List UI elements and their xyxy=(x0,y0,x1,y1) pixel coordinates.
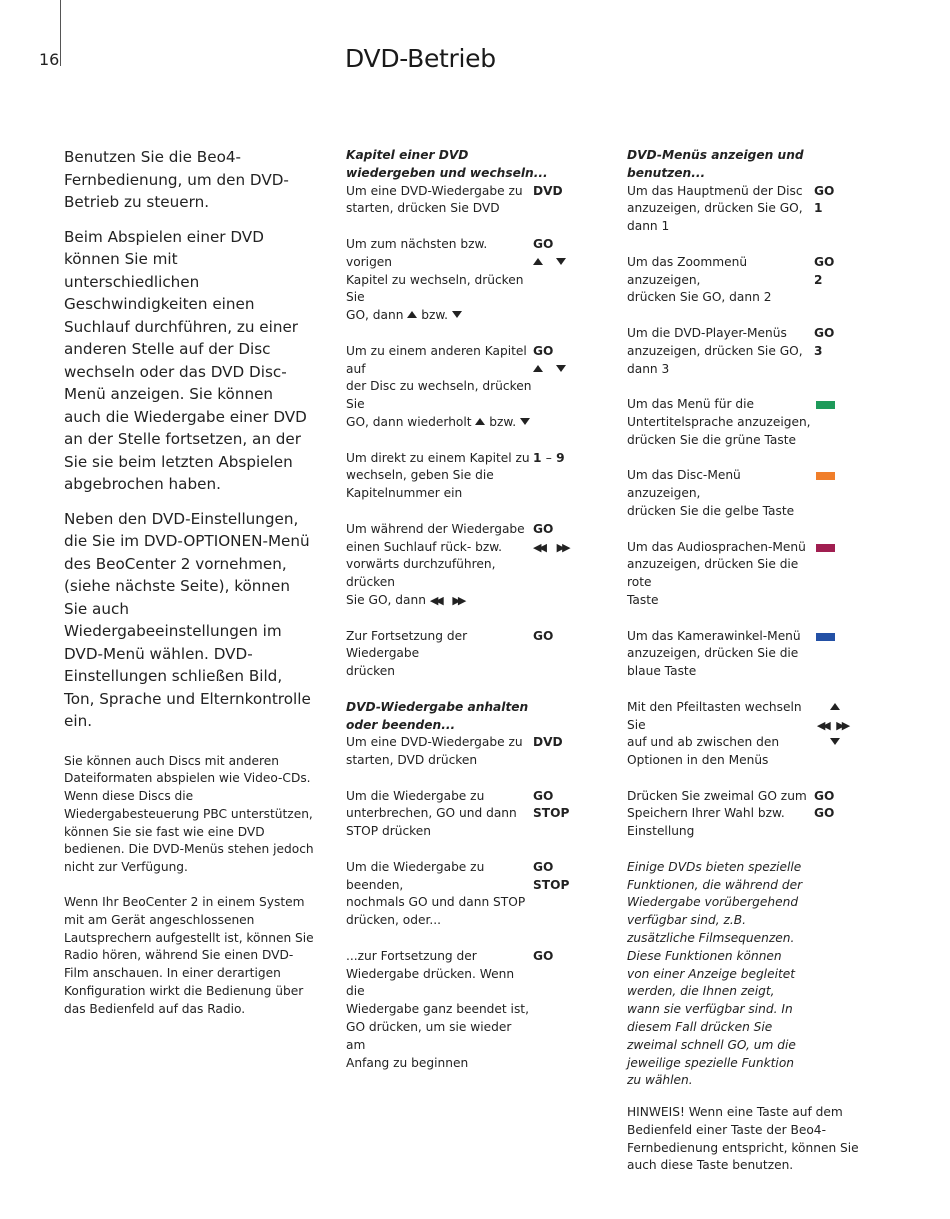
intro-paragraph: Neben den DVD-Einstellungen, die Sie im DVD-OPTIONEN-Menü des BeoCenter 2 vornehmen, (siehe nächste Seite), können Sie auch Wiedergabeeinstellungen im DVD-Menü wählen. DVD-Einstellungen schließen Bild, Ton, Sprache und Elternkontrolle ein. xyxy=(64,509,311,730)
go-key: GO xyxy=(814,788,835,803)
number-key: 1 xyxy=(814,201,823,216)
instruction-line: dann 3 xyxy=(627,361,670,376)
instruction-line: drücken xyxy=(346,664,396,679)
instruction-line: Um zu einem anderen Kapitel auf xyxy=(346,343,527,376)
instruction-line: Kapitelnummer ein xyxy=(346,486,463,501)
instruction-row xyxy=(346,788,586,841)
instruction-line: drücken, oder... xyxy=(346,913,441,928)
rewind-icon: ◀◀ xyxy=(533,540,544,554)
fast-forward-icon: ▶▶ xyxy=(452,593,464,607)
instruction-line: auf und ab zwischen den xyxy=(627,735,780,750)
go-key: GO xyxy=(533,859,554,874)
instruction-line: Um das Menü für die xyxy=(627,397,754,412)
go-key: GO xyxy=(533,628,554,643)
intro-column xyxy=(64,146,314,1036)
number-key: 3 xyxy=(814,343,823,358)
instruction-row xyxy=(627,628,867,681)
page-number: 16 xyxy=(39,50,60,69)
heading-line: Kapitel einer DVD xyxy=(346,148,469,162)
dvd-key: DVD xyxy=(533,735,563,750)
instruction-line: Drücken Sie zweimal GO zum xyxy=(627,788,807,803)
instruction-line: Um eine DVD-Wiedergabe zu xyxy=(346,735,523,750)
heading-line: wiedergeben und wechseln... xyxy=(346,165,548,180)
instruction-line: drücken Sie die gelbe Taste xyxy=(627,503,795,518)
dvd-key: DVD xyxy=(533,183,563,198)
arrow-up-icon xyxy=(830,703,840,710)
yellow-key-swatch xyxy=(816,472,835,480)
instruction-line: starten, drücken Sie DVD xyxy=(346,201,500,216)
instruction-row xyxy=(346,343,586,432)
instruction-line: blaue Taste xyxy=(627,664,697,679)
arrow-up-icon xyxy=(407,311,417,318)
instruction-line: Anfang zu beginnen xyxy=(346,1055,469,1070)
section-heading xyxy=(627,147,867,183)
heading-line: DVD-Wiedergabe anhalten xyxy=(346,699,529,714)
instruction-line: einen Suchlauf rück- bzw. xyxy=(346,539,502,554)
number-keys: 1 – 9 xyxy=(533,450,565,465)
heading-line: DVD-Menüs anzeigen und xyxy=(627,148,804,162)
header-divider xyxy=(60,0,61,66)
instruction-line: dann 1 xyxy=(627,219,670,234)
instruction-line: Um das Zoommenü anzuzeigen, xyxy=(627,254,748,287)
instruction-line: Um direkt zu einem Kapitel zu xyxy=(346,450,530,465)
instruction-row xyxy=(346,859,586,930)
instruction-line: GO, dann bzw. xyxy=(346,307,533,325)
go-key: GO xyxy=(533,788,554,803)
instruction-line: Wiedergabe drücken. Wenn die xyxy=(346,966,515,999)
go-key: GO xyxy=(814,325,835,340)
instruction-row xyxy=(346,450,586,503)
go-key: GO xyxy=(533,948,554,963)
instruction-row xyxy=(627,325,867,378)
instruction-line: Um das Hauptmenü der Disc xyxy=(627,183,803,198)
arrow-up-icon xyxy=(533,365,543,372)
red-key-swatch xyxy=(816,544,835,552)
number-key: 2 xyxy=(814,272,823,287)
instruction-line: Um während der Wiedergabe xyxy=(346,521,525,536)
instruction-line: Speichern Ihrer Wahl bzw. xyxy=(627,806,785,821)
instruction-line: STOP drücken xyxy=(346,824,432,839)
instruction-row xyxy=(346,521,586,610)
instruction-row xyxy=(627,254,867,307)
instruction-line: nochmals GO und dann STOP xyxy=(346,895,526,910)
arrow-down-icon xyxy=(830,738,840,745)
instruction-row xyxy=(627,183,867,236)
instruction-line: GO, dann wiederholt bzw. xyxy=(346,414,533,432)
instruction-line: Kapitel zu wechseln, drücken Sie xyxy=(346,272,524,305)
instruction-line: Um die Wiedergabe zu beenden, xyxy=(346,859,485,892)
instruction-line: Einstellung xyxy=(627,824,695,839)
instruction-row xyxy=(627,467,867,520)
go-key: GO xyxy=(814,183,835,198)
instruction-line: Um das Kamerawinkel-Menü xyxy=(627,628,801,643)
stop-key: STOP xyxy=(533,806,570,821)
instruction-line: anzuzeigen, drücken Sie GO, xyxy=(627,343,803,358)
instruction-line: der Disc zu wechseln, drücken Sie xyxy=(346,379,532,412)
go-key: GO xyxy=(814,254,835,269)
instruction-row xyxy=(627,788,867,841)
instruction-line: anzuzeigen, drücken Sie GO, xyxy=(627,201,803,216)
info-paragraph: Wenn Ihr BeoCenter 2 in einem System mit am Gerät angeschlossenen Lautsprechern aufgestellt ist, können Sie Radio hören, während Sie einen DVD-Film anschauen. In einer derartigen Konfiguration wirkt die Bedienung über das Bedienfeld auf das Radio. xyxy=(64,895,314,1016)
instruction-line: vorwärts durchzuführen, drücken xyxy=(346,557,496,590)
go-key: GO xyxy=(533,236,554,251)
instruction-row xyxy=(346,236,586,325)
arrow-up-icon xyxy=(533,258,543,265)
instruction-row xyxy=(346,628,586,681)
instruction-line: Um zum nächsten bzw. vorigen xyxy=(346,236,488,269)
blue-key-swatch xyxy=(816,633,835,641)
intro-paragraph: Benutzen Sie die Beo4-Fernbedienung, um den DVD-Betrieb zu steuern. xyxy=(64,148,289,211)
instruction-line: drücken Sie GO, dann 2 xyxy=(627,290,772,305)
heading-line: oder beenden... xyxy=(346,717,456,732)
instruction-row xyxy=(627,699,867,770)
arrow-down-icon xyxy=(520,418,530,425)
instruction-line: Taste xyxy=(627,592,659,607)
instruction-line: unterbrechen, GO und dann xyxy=(346,806,517,821)
arrow-down-icon xyxy=(452,311,462,318)
fast-forward-icon: ▶▶ xyxy=(836,718,848,732)
go-key: GO xyxy=(533,521,554,536)
instruction-line: anzuzeigen, drücken Sie die xyxy=(627,646,799,661)
instruction-line: anzuzeigen, drücken Sie die rote xyxy=(627,557,799,590)
instruction-line: Mit den Pfeiltasten wechseln Sie xyxy=(627,699,802,732)
instruction-line: Sie GO, dann ◀◀ ▶▶ xyxy=(346,592,533,610)
fast-forward-icon: ▶▶ xyxy=(556,540,568,554)
section-heading xyxy=(346,699,586,735)
small-text-block xyxy=(64,753,314,1019)
instruction-row xyxy=(346,734,586,770)
instruction-line: Untertitelsprache anzuzeigen, xyxy=(627,414,811,429)
instruction-line: Um das Audiosprachen-Menü xyxy=(627,539,806,554)
instruction-line: GO drücken, um sie wieder am xyxy=(346,1020,512,1052)
rewind-icon: ◀◀ xyxy=(429,593,441,607)
rewind-icon: ◀◀ xyxy=(816,718,828,732)
right-column xyxy=(627,147,867,1090)
intro-paragraph: Beim Abspielen einer DVD können Sie mit unterschiedlichen Geschwindigkeiten einen Suchlauf durchführen, zu einer anderen Stelle auf der Disc wechseln oder das DVD Disc-Menü anzeigen. Sie können auch die Wiedergabe einer DVD an der Stelle fortsetzen, an der Sie sie beim letzten Abspielen abgebrochen haben. xyxy=(64,227,307,493)
heading-line: benutzen... xyxy=(627,165,706,180)
instruction-line: Um die Wiedergabe zu xyxy=(346,788,485,803)
go-key: GO xyxy=(814,806,835,821)
page-title: DVD-Betrieb xyxy=(345,44,496,73)
special-functions-note: Einige DVDs bieten spezielle Funktionen, die während der Wiedergabe vorübergehend verfügbar sind, z.B. zusätzliche Filmsequenzen. Diese Funktionen können von einer Anzeige begleitet werden, die Ihnen zeigt, wann sie verfügbar sind. In diesem Fall drücken Sie zweimal schnell GO, um die jeweilige spezielle Funktion zu wählen. xyxy=(627,859,803,1088)
instruction-line: Zur Fortsetzung der Wiedergabe xyxy=(346,628,468,661)
section-heading xyxy=(346,147,586,183)
green-key-swatch xyxy=(816,401,835,409)
hint-note: HINWEIS! Wenn eine Taste auf dem Bedienfeld einer Taste der Beo4-Fernbedienung entspricht, können Sie auch diese Taste benutzen. xyxy=(627,1105,859,1173)
arrow-up-icon xyxy=(475,418,485,425)
info-paragraph: Sie können auch Discs mit anderen Dateiformaten abspielen wie Video-CDs. Wenn diese Discs die Wiedergabesteuerung PBC unterstützen, können Sie sie fast wie eine DVD bedienen. Die DVD-Menüs stehen jedoch nicht zur Verfügung. xyxy=(64,753,314,875)
arrow-down-icon xyxy=(556,258,566,265)
instruction-line: Wiedergabe ganz beendet ist, xyxy=(346,1002,529,1017)
instruction-line: Um das Disc-Menü anzuzeigen, xyxy=(627,468,741,501)
middle-column xyxy=(346,147,586,1072)
instruction-line: Um eine DVD-Wiedergabe zu xyxy=(346,183,523,198)
instruction-line: Um die DVD-Player-Menüs xyxy=(627,325,787,340)
instruction-line: wechseln, geben Sie die xyxy=(346,468,494,483)
arrow-down-icon xyxy=(556,365,566,372)
instruction-line: starten, DVD drücken xyxy=(346,753,478,768)
instruction-row xyxy=(627,539,867,610)
instruction-line: ...zur Fortsetzung der xyxy=(346,948,477,963)
instruction-row xyxy=(627,396,867,449)
go-key: GO xyxy=(533,343,554,358)
stop-key: STOP xyxy=(533,877,570,892)
instruction-row xyxy=(346,948,586,1073)
instruction-line: Optionen in den Menüs xyxy=(627,753,769,768)
instruction-line: drücken Sie die grüne Taste xyxy=(627,432,796,447)
instruction-row xyxy=(346,183,586,219)
